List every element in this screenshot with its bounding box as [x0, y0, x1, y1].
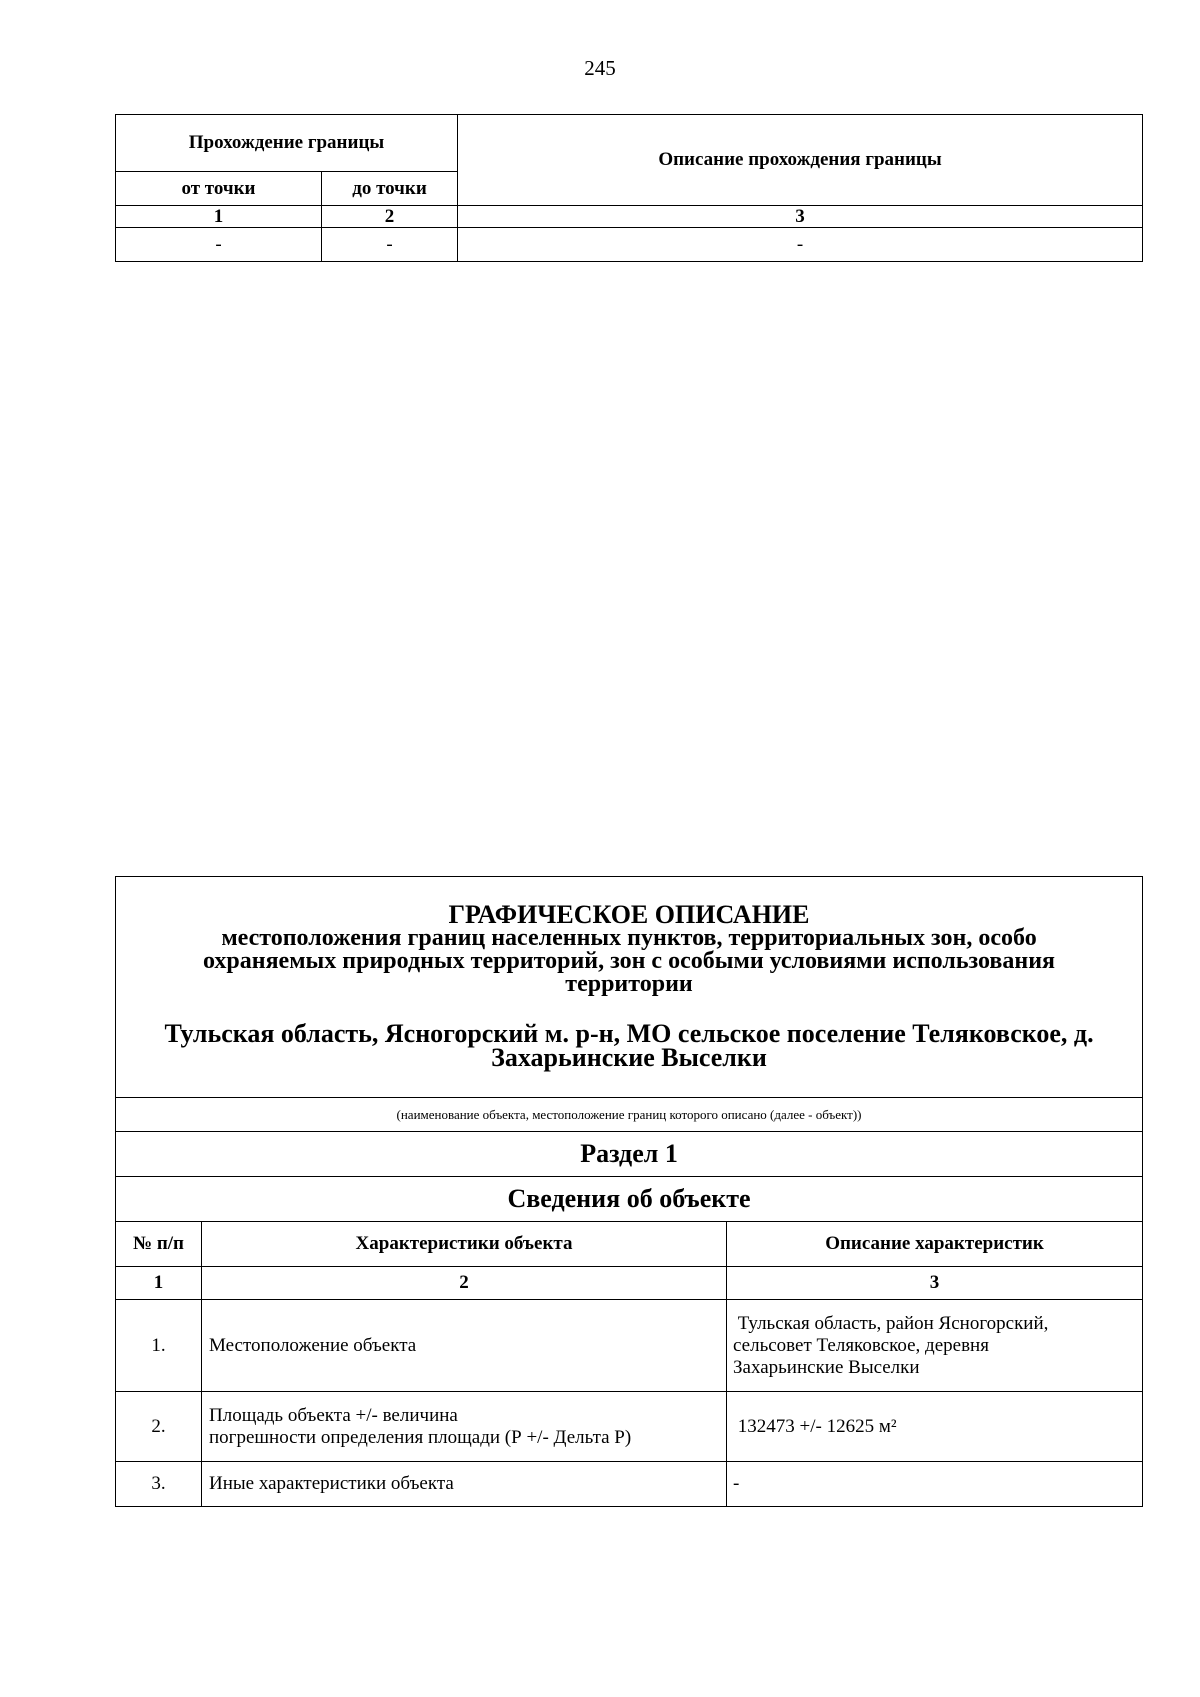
- document-subtitle-line: территории: [565, 971, 693, 997]
- table-row: [116, 1300, 1143, 1392]
- row-characteristic: [202, 1462, 727, 1507]
- row-description: [727, 1392, 1143, 1462]
- number-header: № п/п: [116, 1222, 202, 1267]
- description-line: 132473 +/- 12625 м²: [733, 1415, 897, 1437]
- boundary-table: [115, 114, 1143, 262]
- column-number: 1: [116, 1267, 202, 1300]
- table-row: [116, 1462, 1143, 1507]
- object-location-line: Тульская область, Ясногорский м. р-н, МО сельское поселение Теляковское, д.: [164, 1019, 1094, 1048]
- section-title: Сведения об объекте: [116, 1177, 1143, 1222]
- row-number: 2.: [116, 1392, 202, 1462]
- description-header: Описание характеристик: [727, 1222, 1143, 1267]
- page-number: 245: [584, 56, 616, 80]
- document-subtitle-line: охраняемых природных территорий, зон с особыми условиями использования: [202, 948, 1056, 974]
- row-number: 1.: [116, 1300, 202, 1392]
- row-characteristic: [202, 1392, 727, 1462]
- document-subtitle-line: местоположения границ населенных пунктов, территориальных зон, особо: [221, 925, 1037, 951]
- object-caption: (наименование объекта, местоположение границ которого описано (далее - объект)): [116, 1098, 1143, 1132]
- characteristic-line: Местоположение объекта: [209, 1334, 417, 1356]
- row-description: [727, 1462, 1143, 1507]
- characteristic-line: погрешности определения площади (Р +/- Дельта Р): [209, 1426, 632, 1448]
- characteristic-line: Площадь объекта +/- величина: [209, 1404, 458, 1426]
- description-line: сельсовет Теляковское, деревня: [733, 1334, 989, 1356]
- title-block: [116, 877, 1143, 1098]
- from-point-header: от точки: [116, 172, 322, 206]
- column-number: 2: [202, 1267, 727, 1300]
- table-cell: -: [322, 228, 458, 262]
- description-line: Захарьинские Выселки: [733, 1356, 920, 1378]
- description-line: Тульская область, район Ясногорский,: [733, 1312, 1049, 1334]
- column-number: 3: [727, 1267, 1143, 1300]
- boundary-header-group: Прохождение границы: [116, 115, 458, 172]
- characteristic-header: Характеристики объекта: [202, 1222, 727, 1267]
- boundary-description-header: Описание прохождения границы: [458, 115, 1143, 206]
- row-characteristic: [202, 1300, 727, 1392]
- column-number: 1: [116, 206, 322, 228]
- section-number: Раздел 1: [116, 1132, 1143, 1177]
- graphic-description-table: [115, 876, 1143, 1507]
- table-row: [116, 1392, 1143, 1462]
- table-cell: -: [116, 228, 322, 262]
- column-number: 3: [458, 206, 1143, 228]
- document-title: ГРАФИЧЕСКОЕ ОПИСАНИЕ: [448, 900, 810, 929]
- row-description: [727, 1300, 1143, 1392]
- row-number: 3.: [116, 1462, 202, 1507]
- table-cell: -: [458, 228, 1143, 262]
- column-number: 2: [322, 206, 458, 228]
- object-location-line: Захарьинские Выселки: [491, 1043, 767, 1072]
- to-point-header: до точки: [322, 172, 458, 206]
- characteristic-line: Иные характеристики объекта: [209, 1473, 454, 1494]
- description-line: -: [733, 1473, 740, 1494]
